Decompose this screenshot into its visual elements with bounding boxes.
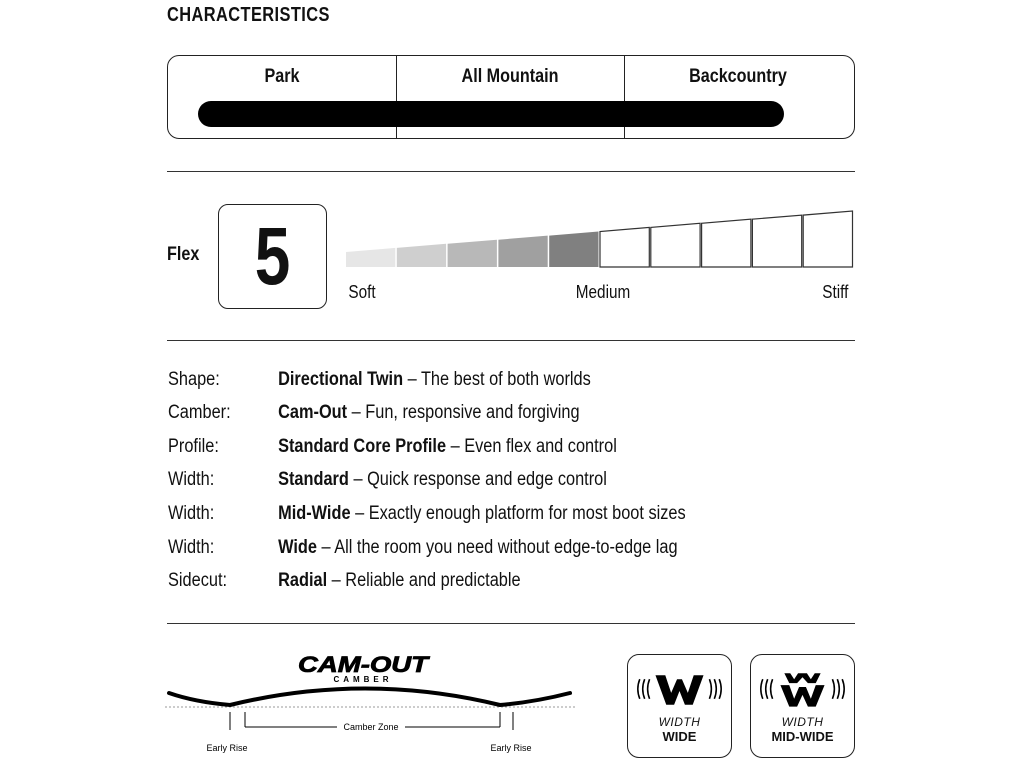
flex-segment bbox=[549, 232, 598, 268]
spec-row-shape bbox=[168, 369, 591, 391]
terrain-range-bar bbox=[198, 101, 784, 127]
flex-segment bbox=[600, 227, 649, 267]
width-wide-icon bbox=[628, 669, 731, 709]
terrain-label-backcountry: Backcountry bbox=[689, 66, 787, 87]
terrain-label-all-mountain: All Mountain bbox=[461, 66, 559, 87]
divider bbox=[167, 340, 855, 341]
cam-out-logo: CAM-OUT bbox=[298, 652, 430, 677]
width-mid-wide-icon bbox=[751, 669, 854, 709]
divider bbox=[167, 623, 855, 624]
spec-name: Cam-Out bbox=[278, 402, 348, 423]
spec-row-width-standard bbox=[168, 469, 607, 491]
flex-tick-medium: Medium bbox=[575, 282, 631, 302]
spec-name: Standard Core Profile bbox=[278, 436, 447, 457]
spec-row-camber bbox=[168, 402, 580, 424]
early-rise-left-label: Early Rise bbox=[206, 743, 248, 753]
flex-scale bbox=[346, 210, 856, 270]
terrain-label-park: Park bbox=[264, 66, 300, 87]
flex-segment bbox=[752, 215, 801, 267]
spec-name: Mid-Wide bbox=[278, 503, 351, 524]
section-title: CHARACTERISTICS bbox=[167, 4, 330, 26]
spec-desc: – All the room you need without edge-to-edge lag bbox=[316, 537, 678, 558]
early-rise-right-label: Early Rise bbox=[490, 743, 532, 753]
spec-name: Wide bbox=[278, 537, 317, 558]
divider bbox=[167, 171, 855, 172]
flex-label: Flex bbox=[167, 244, 200, 265]
flex-segment bbox=[346, 248, 395, 267]
camber-logo-sub: CAMBER bbox=[333, 675, 393, 684]
spec-key: Shape: bbox=[168, 369, 220, 390]
flex-segment bbox=[397, 244, 446, 267]
badge-line2: MID-WIDE bbox=[771, 729, 834, 744]
width-mid-wide-badge bbox=[750, 654, 855, 758]
flex-value: 5 bbox=[254, 211, 291, 302]
flex-tick-soft: Soft bbox=[348, 282, 376, 302]
width-wide-badge bbox=[627, 654, 732, 758]
spec-desc: – The best of both worlds bbox=[403, 369, 591, 390]
spec-key: Profile: bbox=[168, 436, 219, 457]
spec-row-sidecut bbox=[168, 570, 521, 592]
flex-segment bbox=[448, 240, 497, 267]
badge-line2: WIDE bbox=[662, 729, 697, 744]
flex-segment bbox=[498, 236, 547, 267]
spec-name: Standard bbox=[278, 469, 349, 490]
spec-key: Width: bbox=[168, 537, 215, 558]
board-profile-line bbox=[169, 689, 570, 706]
spec-desc: – Reliable and predictable bbox=[327, 570, 521, 591]
badge-line1: WIDTH bbox=[658, 715, 701, 729]
spec-desc: – Fun, responsive and forgiving bbox=[347, 402, 580, 423]
flex-segment bbox=[702, 219, 751, 267]
flex-segment bbox=[651, 223, 700, 267]
spec-desc: – Exactly enough platform for most boot sizes bbox=[350, 503, 686, 524]
spec-row-width-mid-wide bbox=[168, 503, 686, 525]
flex-segment bbox=[803, 211, 852, 267]
spec-key: Width: bbox=[168, 469, 215, 490]
spec-key: Width: bbox=[168, 503, 215, 524]
spec-key: Camber: bbox=[168, 402, 231, 423]
spec-row-width-wide bbox=[168, 537, 678, 559]
flex-value-box bbox=[218, 204, 327, 309]
badge-line1: WIDTH bbox=[781, 715, 824, 729]
camber-zone-label: Camber Zone bbox=[343, 722, 399, 732]
spec-desc: – Even flex and control bbox=[446, 436, 617, 457]
camber-profile-diagram bbox=[165, 650, 575, 760]
spec-desc: – Quick response and edge control bbox=[348, 469, 607, 490]
terrain-range-box bbox=[167, 55, 855, 139]
spec-name: Directional Twin bbox=[278, 369, 404, 390]
spec-row-profile bbox=[168, 436, 617, 458]
flex-tick-stiff: Stiff bbox=[822, 282, 849, 302]
spec-name: Radial bbox=[278, 570, 328, 591]
spec-key: Sidecut: bbox=[168, 570, 228, 591]
